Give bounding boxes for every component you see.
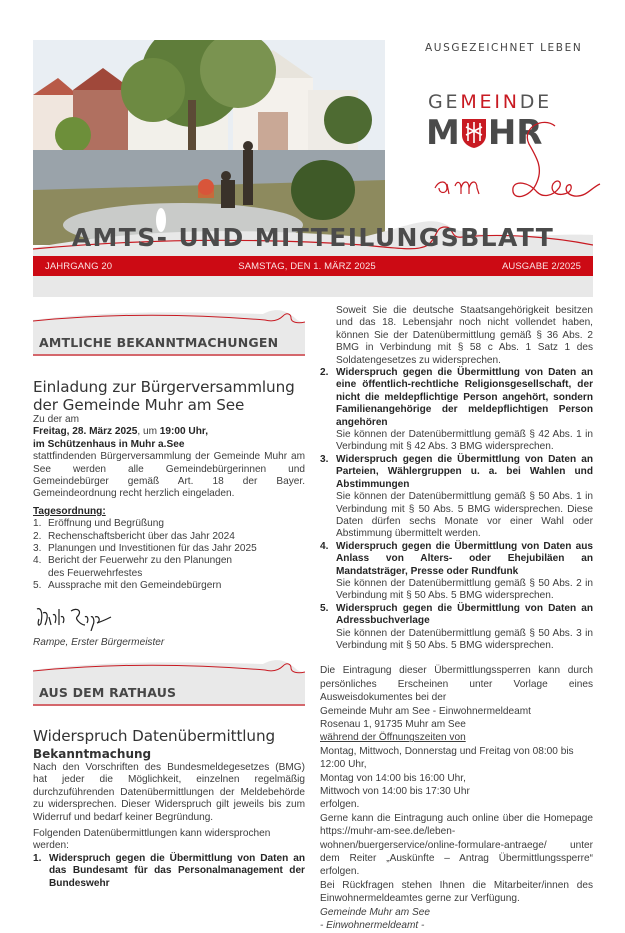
agenda-list xyxy=(33,518,305,592)
objection-number: 4. xyxy=(320,540,329,552)
objection-item xyxy=(320,603,593,653)
invitation-body: stattfindenden Bürgerversammlung der Gemeinde Muhr am See werden alle Gemeindebürgerinnen und Gemeindebürger gemäß Art. 18 der Bayer. Gemeindeordnung recht herzlich eingeladen. xyxy=(33,451,305,500)
signature-name: Rampe, Erster Bürgermeister xyxy=(33,636,165,648)
article-title-line1: Einladung zur Bürgerversammlung xyxy=(33,378,295,396)
objection-title: Widerspruch gegen die Übermittlung von Daten aus Anlass von Alters- oder Ehejubiläen an Mandatsträger, Presse oder Rundfunk xyxy=(336,540,593,577)
meeting-date xyxy=(33,426,305,438)
objection-item xyxy=(33,853,305,890)
section-header-rathaus xyxy=(33,658,305,706)
volume-label: JAHRGANG 20 xyxy=(45,260,113,272)
article-intro: Nach den Vorschriften des Bundesmeldegesetzes (BMG) hat jeder die Möglichkeit, einzelnen regelmäßig durchzuführenden Datenübermittlungen der Meldebehörde zu widersprechen. Dieser Widerspruch gilt jeweils bis zum Widerruf und bedarf keiner Begründung. xyxy=(33,762,305,823)
closing-block xyxy=(320,664,593,932)
agenda-title xyxy=(33,506,305,518)
article-title xyxy=(33,378,305,414)
hours-line2: Montag von 14:00 bis 16:00 Uhr, xyxy=(320,772,466,784)
agenda-text: Rechenschaftsbericht über das Jahr 2024 xyxy=(48,530,235,542)
logo-am-see-script xyxy=(425,118,605,208)
objection-text: Soweit Sie die deutsche Staatsangehörigkeit besitzen und das 18. Lebensjahr noch nicht vollendet haben, können Sie der Datenübermittlung gemäß § 36 Abs. 2 BMG in Verbindung mit § 58 c Abs. 1 Satz 1 des Soldatengesetzes zu widersprechen. xyxy=(336,305,593,366)
meeting-date-bold: Freitag, 28. März 2025 xyxy=(33,426,138,438)
logo-gemeinde-post: DE xyxy=(519,91,552,113)
objection-text: Sie können der Datenübermittlung gemäß § 50 Abs. 1 in Verbindung mit § 50 Abs. 5 BMG widersprechen. Diese Daten dürfen sechs Monate vor einer Wahl oder Abstimmung übermittelt werden. xyxy=(336,491,593,540)
objection-number: 3. xyxy=(320,453,329,465)
issue-number: AUSGABE 2/2025 xyxy=(501,260,581,272)
office-name: Gemeinde Muhr am See - Einwohnermeldeamt xyxy=(320,705,531,717)
objection-number: 2. xyxy=(320,367,329,379)
agenda-number: 2. xyxy=(33,530,42,542)
objection-item xyxy=(320,454,593,541)
logo-gemeinde-pre: GE xyxy=(428,91,461,113)
section-header-amtliche xyxy=(33,308,305,356)
agenda-number: 4. xyxy=(33,555,42,567)
agenda-item xyxy=(33,531,305,543)
meeting-place xyxy=(33,439,305,451)
agenda-item xyxy=(33,518,305,530)
objection-title: Widerspruch gegen die Übermittlung von Daten an Parteien, Wählergruppen u. a. bei Wahlen und Abstimmungen xyxy=(336,453,593,490)
logo-gemeinde-text xyxy=(428,91,552,113)
agenda-text: Bericht der Feuerwehr zu den Planungen des Feuerwehrfestes xyxy=(48,555,233,579)
objection-list-part1 xyxy=(33,853,305,890)
objection-number: 5. xyxy=(320,602,329,614)
objection-number: 1. xyxy=(33,852,42,864)
objection-title: Widerspruch gegen die Übermittlung von Daten an eine öffentlich-rechtliche Religionsgesellschaft, der nicht die meldepflichtige Person angehört, sondern Familienangehörige der meldepflichtigen Person angehören xyxy=(336,367,593,428)
hours-line1: Montag, Mittwoch, Donnerstag und Freitag von 08:00 bis 12:00 Uhr, xyxy=(320,745,574,771)
signature-image xyxy=(33,603,113,631)
agenda-text: Aussprache mit den Gemeindebürgern xyxy=(48,580,222,592)
article-subtitle: Bekanntmachung xyxy=(33,747,152,761)
meeting-time: 19:00 Uhr, xyxy=(159,426,209,438)
office-address: Rosenau 1, 91735 Muhr am See xyxy=(320,719,466,730)
tagline: AUSGEZEICHNET LEBEN xyxy=(425,42,583,54)
objection-text: Sie können der Datenübermittlung gemäß § 50 Abs. 3 in Verbindung mit § 50 Abs. 5 BMG widersprechen. xyxy=(336,627,593,651)
article-widerspruch-continued xyxy=(320,305,593,933)
logo-muhr-m: M xyxy=(426,113,460,153)
agenda-number: 1. xyxy=(33,518,42,530)
objection-text: Sie können der Datenübermittlung gemäß § 42 Abs. 1 in Verbindung mit § 42 Abs. 3 BMG widersprechen. xyxy=(336,429,593,453)
hours-title: während der Öffnungszeiten von xyxy=(320,732,466,744)
sign-department: - Einwohnermeldeamt - xyxy=(320,920,425,932)
agenda-item xyxy=(33,555,305,580)
agenda-number: 5. xyxy=(33,580,42,592)
intro-text: Zu der am xyxy=(33,414,79,425)
objection-item xyxy=(320,367,593,454)
online-info: Gerne kann die Eintragung auch online über die Homepage https://muhr-am-see.de/leben-wohnen/buergerservice/online-formulare-antraege/ unter dem Reiter „Auskünfte – Antrag Übermittlungssperre“ erfolgen. xyxy=(320,812,593,878)
article-widerspruch xyxy=(33,727,305,890)
meeting-date-mid: , um xyxy=(137,426,160,438)
agenda-text: Eröffnung und Begrüßung xyxy=(48,518,164,530)
newsletter-title: AMTS- UND MITTEILUNGSBLATT xyxy=(71,223,555,252)
article-lead: Folgenden Datenübermittlungen kann widersprochen werden: xyxy=(33,828,271,852)
closing-erfolgen: erfolgen. xyxy=(320,799,360,811)
agenda-item xyxy=(33,580,305,592)
questions-info: Bei Rückfragen stehen Ihnen die Mitarbeiter/innen des Einwohnermeldeamtes gerne zur Verfügung. xyxy=(320,879,593,905)
agenda-title-text: Tagesordnung: xyxy=(33,505,106,517)
article-title: Widerspruch Datenübermittlung xyxy=(33,727,276,745)
sign-office: Gemeinde Muhr am See xyxy=(320,906,430,918)
article-buergerversammlung xyxy=(33,378,305,649)
objection-title: Widerspruch gegen die Übermittlung von Daten an Adressbuchverlage xyxy=(336,602,593,627)
agenda-text: Planungen und Investitionen für das Jahr 2025 xyxy=(48,543,257,555)
article-title-line2: der Gemeinde Muhr am See xyxy=(33,396,245,414)
hours-line3: Mittwoch von 14:00 bis 17:30 Uhr xyxy=(320,786,470,798)
objection-list-part2 xyxy=(320,367,593,652)
meeting-place-bold: im Schützenhaus in Muhr a.See xyxy=(33,438,185,450)
agenda-item xyxy=(33,543,305,555)
objection-item xyxy=(320,541,593,603)
logo-gemeinde-red: MEIN xyxy=(460,91,520,113)
section-title: AUS DEM RATHAUS xyxy=(39,685,177,700)
issue-date: SAMSTAG, DEN 1. MÄRZ 2025 xyxy=(238,260,376,272)
closing-p1: Die Eintragung dieser Übermittlungssperren kann durch persönliches Erscheinen unter Vorlage eines Ausweisdokumentes bei der xyxy=(320,665,593,704)
section-title: AMTLICHE BEKANNTMACHUNGEN xyxy=(39,335,279,350)
objection-text: Sie können der Datenübermittlung gemäß § 50 Abs. 2 in Verbindung mit § 50 Abs. 5 BMG widersprechen. xyxy=(336,577,593,602)
agenda-number: 3. xyxy=(33,543,42,555)
issue-info-bar xyxy=(33,256,593,276)
logo-muhr-rest: HR xyxy=(487,113,543,153)
objection-title: Widerspruch gegen die Übermittlung von Daten an das Bundesamt für das Personalmanagement der Bundeswehr xyxy=(49,852,305,889)
